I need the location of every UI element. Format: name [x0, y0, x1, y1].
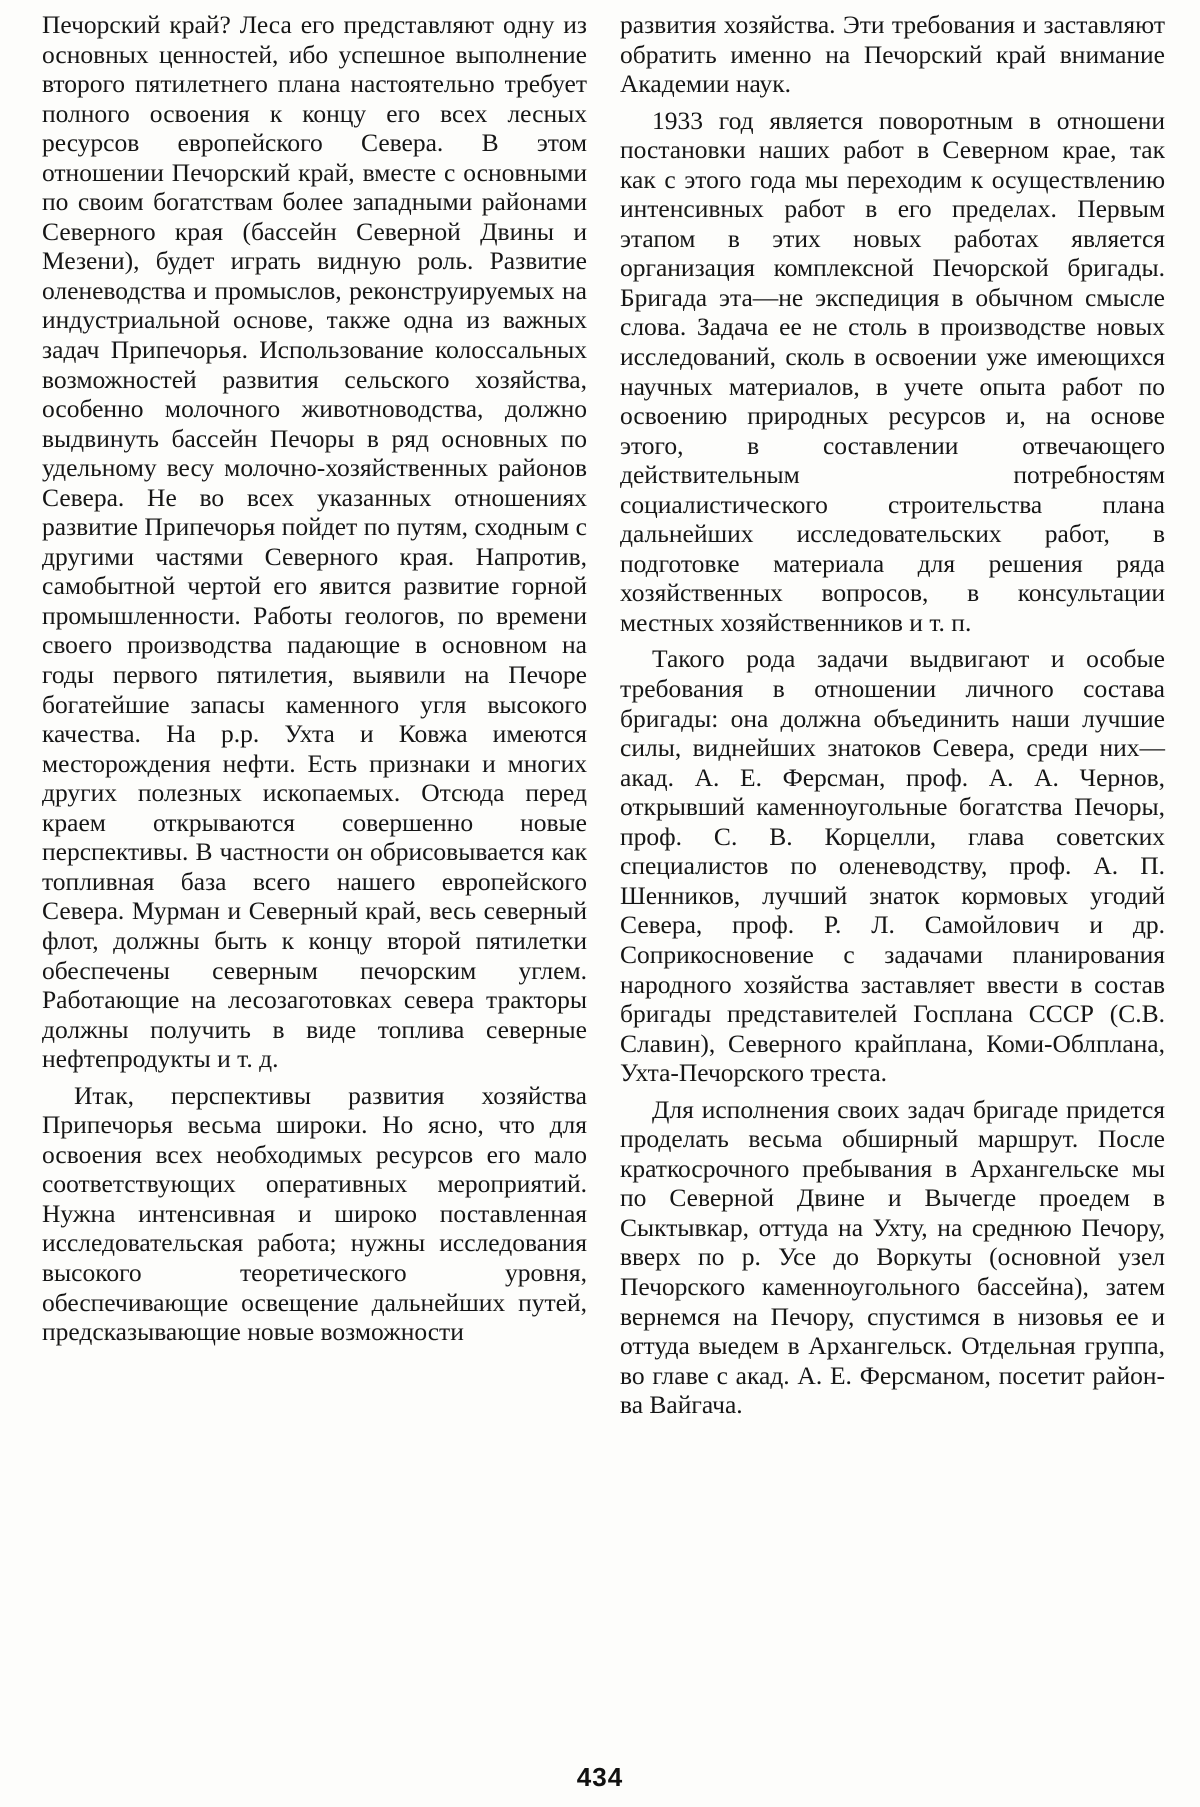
paragraph-1933-turning-point: 1933 год является поворотным в отношени постановки наших работ в Северном крае, так как с этого года мы переходим к осуществлению интенсивных работ в его пределах. Первым этапом в этих новых работах является организация комплексной Печорской бригады. Бригада эта—не экспедиция в обычном смысле слова. Задача ее не столь в производстве новых исследований, сколь в освоении уже имеющихся научных материалов, в учете опыта работ по освоению природных ресурсов и, на основе этого, в составлении отвечающего действительным потребностям социалистического строительства плана дальнейших исследовательских работ, в подготовке материала для решения ряда хозяйственных вопросов, в консультации местных хозяйственников и т. п. [620, 105, 1165, 637]
paragraph-pechora-resources: Печорский край? Леса его представляют одну из основных ценностей, ибо успешное выполнение второго пятилетнего плана настоятельно требует полного освоения к концу его всех лесных ресурсов европейского Севера. В этом отношении Печорский край, вместе с основными по своим богатствам более западными районами Северного края (бассейн Северной Двины и Мезени), будет играть видную роль. Развитие оленеводства и промыслов, реконструируемых на индустриальной основе, также одна из важных задач Припечорья. Использование колоссальных возможностей развития сельского хозяйства, особенно молочного животноводства, должно выдвинуть бассейн Печоры в ряд основных по удельному весу молочно-хозяйственных районов Севера. Не во всех указанных отношениях развитие Припечорья пойдет по путям, сходным с другими частями Северного края. Напротив, самобытной чертой его явится развитие горной промышленности. Работы геологов, по времени своего производства падающие в основном на годы первого пятилетия, выявили на Печоре богатейшие запасы каменного угля высокого качества. На р.р. Ухта и Ковжа имеются месторождения нефти. Есть признаки и многих других полезных ископаемых. Отсюда перед краем открываются совершенно новые перспективы. В частности он обрисовывается как топливная база всего нашего европейского Севера. Мурман и Северный край, весь северный флот, должны быть к концу второй пятилетки обеспечены северным печорским углем. Работающие на лесозаготовках севера тракторы должны получить в виде топлива северные нефтепродукты и т. д. [42, 10, 587, 1074]
left-column [42, 10, 587, 1347]
paragraph-continuation: развития хозяйства. Эти требования и заставляют обратить именно на Печорский край внимание Академии наук. [620, 10, 1165, 99]
paragraph-brigade-composition: Такого рода задачи выдвигают и особые требования в отношении личного состава бригады: она должна объединить наши лучшие силы, виднейших знатоков Севера, среди них—акад. А. Е. Ферсман, проф. А. А. Чернов, открывший каменноугольные богатства Печоры, проф. С. В. Корцелли, глава советских специалистов по оленеводству, проф. А. П. Шенников, лучший знаток кормовых угодий Севера, проф. Р. Л. Самойлович и др. Соприкосновение с задачами планирования народного хозяйства заставляет ввести в состав бригады представителей Госплана СССР (С.В. Славин), Северного крайплана, Коми-Облплана, Ухта-Печорского треста. [620, 644, 1165, 1088]
paragraph-brigade-route: Для исполнения своих задач бригаде придется проделать весьма обширный маршрут. После краткосрочного пребывания в Архангельске мы по Северной Двине и Вычегде проедем в Сыктывкар, оттуда на Ухту, на среднюю Печору, вверх по р. Усе до Воркуты (основной узел Печорского каменноугольного бассейна), затем вернемся на Печору, спустимся в низовья ее и оттуда выедем в Архангельск. Отдельная группа, во главе с акад. А. Е. Ферсманом, посетит район-ва Вайгача. [620, 1094, 1165, 1420]
right-column [620, 10, 1165, 1420]
paragraph-development-prospects: Итак, перспективы развития хозяйства Припечорья весьма широки. Но ясно, что для освоения всех необходимых ресурсов его мало соответствующих оперативных мероприятий. Нужна интенсивная и широко поставленная исследовательская работа; нужны исследования высокого теоретического уровня, обеспечивающие освещение дальнейших путей, предсказывающие новые возможности [42, 1080, 587, 1347]
page-number: 434 [576, 1762, 624, 1792]
